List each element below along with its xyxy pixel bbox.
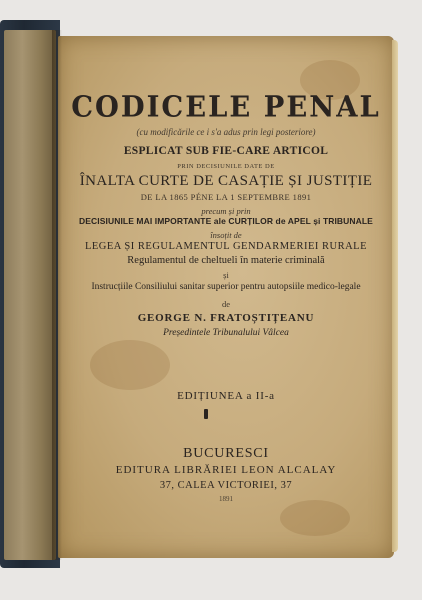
author-role: Președintele Tribunalului Vâlcea (163, 328, 289, 338)
foxing-stain (90, 340, 170, 390)
and-line: și (223, 270, 229, 280)
by-line: de (221, 299, 231, 309)
edition-line: EDIȚIUNEA a II-a (177, 390, 275, 402)
publisher-address: 37, CALEA VICTORIEI, 37 (159, 480, 293, 491)
book-title: CODICELE PENAL (71, 90, 381, 124)
foxing-stain (280, 500, 350, 536)
law-line: LEGEA ȘI REGULAMENTUL GENDARMERIEI RURALE (84, 241, 367, 252)
ink-mark (204, 409, 208, 419)
based-on-line: PRIN DECISIUNILE DATE DE (177, 163, 275, 170)
publication-year: 1891 (219, 495, 233, 503)
spine-shadow (52, 30, 62, 560)
page-edge (392, 40, 398, 552)
publication-city: BUCURESCI (183, 446, 269, 461)
court-name: ÎNALTA CURTE DE CASAȚIE ȘI JUSTIȚIE (79, 173, 373, 189)
instructions-line: Instrucțiile Consiliului sanitar superior pentru autopsiile medico-legale (91, 282, 361, 292)
book-spine (4, 30, 56, 560)
decisions-line: DECISIUNILE MAI IMPORTANTE ale CURȚILOR de APEL și TRIBUNALE (79, 216, 373, 226)
also-line: precum și prin (201, 206, 251, 216)
explained-line: ESPLICAT SUB FIE-CARE ARTICOL (123, 145, 329, 157)
regulation-line: Regulamentul de cheltueli în materie criminală (127, 255, 325, 266)
author-name: GEORGE N. FRATOȘTIȚEANU (137, 312, 315, 324)
period-line: DE LA 1865 PÉNE LA 1 SEPTEMBRE 1891 (140, 192, 312, 202)
publisher-name: EDITURA LIBRĂRIEI LEON ALCALAY (115, 464, 337, 476)
accompanied-line: însoțit de (210, 230, 242, 240)
book-subtitle: (cu modificările ce i s'a adus prin legi posteriore) (136, 127, 316, 137)
